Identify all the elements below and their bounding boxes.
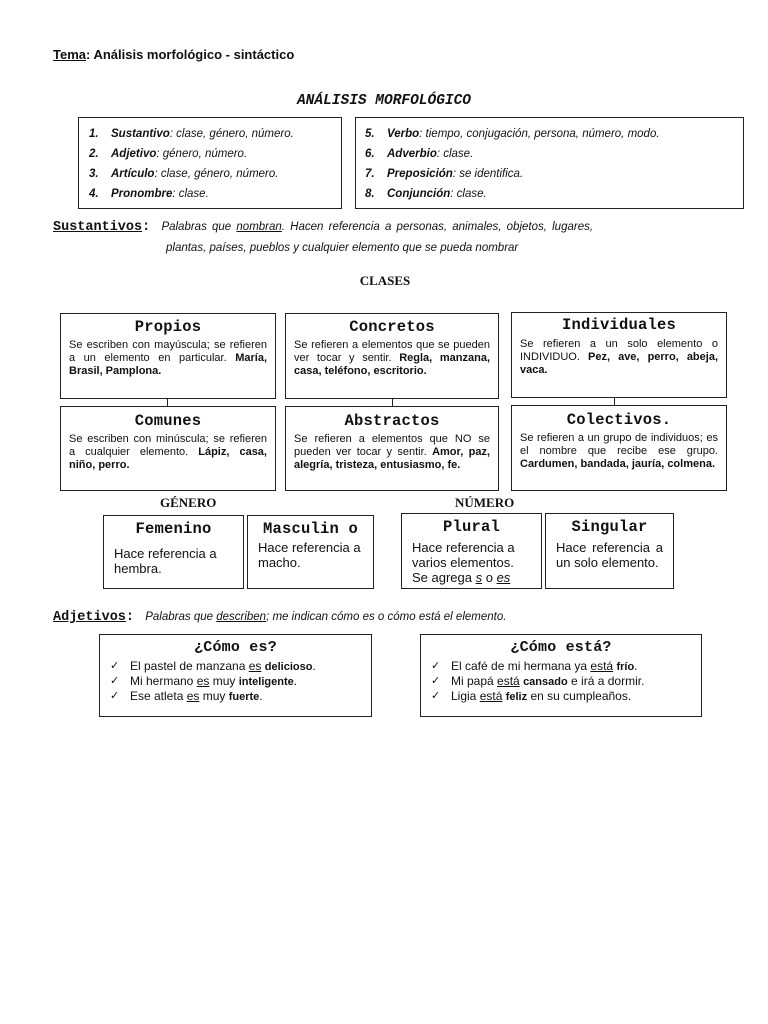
plural-box [401, 513, 542, 589]
categories-right-list [365, 124, 743, 204]
clase-propios-box [60, 313, 276, 399]
sustantivos-label: Sustantivos [53, 220, 143, 235]
singular-text: Hace referencia a un solo elemento. [556, 540, 663, 570]
sustantivos-definition: Sustantivos: Palabras que nombran. Hacen referencia a personas, animales, objetos, lugares, [53, 220, 594, 235]
clase-title: Abstractos [344, 412, 440, 430]
clase-description: Se refieren a un grupo de individuos; es el nombre que recibe ese grupo. Cardumen, bandada, jauría, colmena. [520, 432, 718, 470]
como-es-title: ¿Cómo es? [194, 639, 277, 656]
tema-value: : Análisis morfológico - sintáctico [86, 47, 295, 62]
singular-box [545, 513, 674, 589]
numero-title: NÚMERO [455, 495, 515, 510]
category-item: 5. Verbo: tiempo, conjugación, persona, número, modo. [365, 128, 660, 140]
clase-description: Se refieren a elementos que se pueden ver tocar y sentir. Regla, manzana, casa, teléfono, escritorio. [294, 339, 490, 377]
adjetivos-definition: Adjetivos: Palabras que describen; me indican cómo es o cómo está el elemento. [53, 610, 507, 625]
category-item: 3. Artículo: clase, género, número. [89, 168, 279, 180]
categories-right-box [355, 117, 744, 209]
clase-comunes-box [60, 406, 276, 491]
tema-label: Tema [53, 47, 86, 62]
category-item: 4. Pronombre: clase. [89, 188, 209, 200]
list-item: ✓ Mi hermano es muy inteligente. [110, 674, 298, 688]
genero-title: GÉNERO [160, 495, 217, 510]
clase-title: Individuales [561, 316, 677, 334]
clase-title: Concretos [349, 318, 435, 336]
masculino-text: Hace referencia a macho. [258, 540, 361, 570]
clase-title: Colectivos. [566, 411, 672, 429]
clase-description: Se escriben con minúscula; se refieren a cualquier elemento. Lápiz, casa, niño, perro. [69, 433, 267, 471]
plural-title: Plural [442, 518, 500, 536]
category-item: 6. Adverbio: clase. [365, 148, 474, 160]
categories-left-list [89, 124, 341, 204]
tema-header [53, 47, 294, 62]
masculino-title: Masculin o [262, 520, 358, 538]
femenino-title: Femenino [135, 520, 212, 538]
clase-description: Se escriben con mayúscula; se refieren a un elemento en particular. María, Brasil, Pamplona. [69, 339, 267, 377]
masculino-box [247, 515, 374, 589]
singular-title: Singular [571, 518, 648, 536]
clase-description: Se refieren a elementos que NO se pueden ver tocar y sentir. Amor, paz, alegría, tristeza, entusiasmo, fe. [294, 433, 491, 471]
femenino-text: Hace referencia a hembra. [114, 546, 217, 576]
category-item: 7. Preposición: se identifica. [365, 168, 524, 180]
clase-title: Comunes [134, 412, 202, 430]
list-item: ✓ El pastel de manzana es delicioso. [110, 659, 316, 673]
sustantivos-definition-line2: plantas, países, pueblos y cualquier elemento que se pueda nombrar [166, 242, 519, 254]
adjetivos-label: Adjetivos [53, 610, 126, 625]
clase-concretos-box [285, 313, 499, 399]
como-esta-list [421, 659, 701, 704]
clase-description: Se refieren a un solo elemento o INDIVIDUO. Pez, ave, perro, abeja, vaca. [520, 338, 719, 376]
como-esta-title: ¿Cómo está? [510, 639, 612, 656]
como-es-list [100, 659, 371, 704]
clases-title: CLASES [359, 273, 411, 288]
list-item: ✓ Ese atleta es muy fuerte. [110, 689, 263, 703]
como-esta-box [420, 634, 702, 717]
main-title: ANÁLISIS MORFOLÓGICO [296, 93, 472, 109]
category-item: 1. Sustantivo: clase, género, número. [89, 128, 294, 140]
clase-colectivos-box [511, 405, 727, 491]
category-item: 8. Conjunción: clase. [365, 188, 487, 200]
categories-left-box [78, 117, 342, 209]
list-item: ✓ Ligia está feliz en su cumpleaños. [431, 689, 632, 703]
plural-text: Hace referencia a varios elementos. Se agrega s o es [412, 540, 515, 585]
clase-abstractos-box [285, 406, 499, 491]
como-es-box [99, 634, 372, 717]
femenino-box [103, 515, 244, 589]
list-item: ✓ Mi papá está cansado e irá a dormir. [431, 674, 645, 688]
list-item: ✓ El café de mi hermana ya está frío. [431, 659, 638, 673]
clase-individuales-box [511, 312, 727, 398]
category-item: 2. Adjetivo: género, número. [89, 148, 248, 160]
clase-title: Propios [134, 318, 202, 336]
